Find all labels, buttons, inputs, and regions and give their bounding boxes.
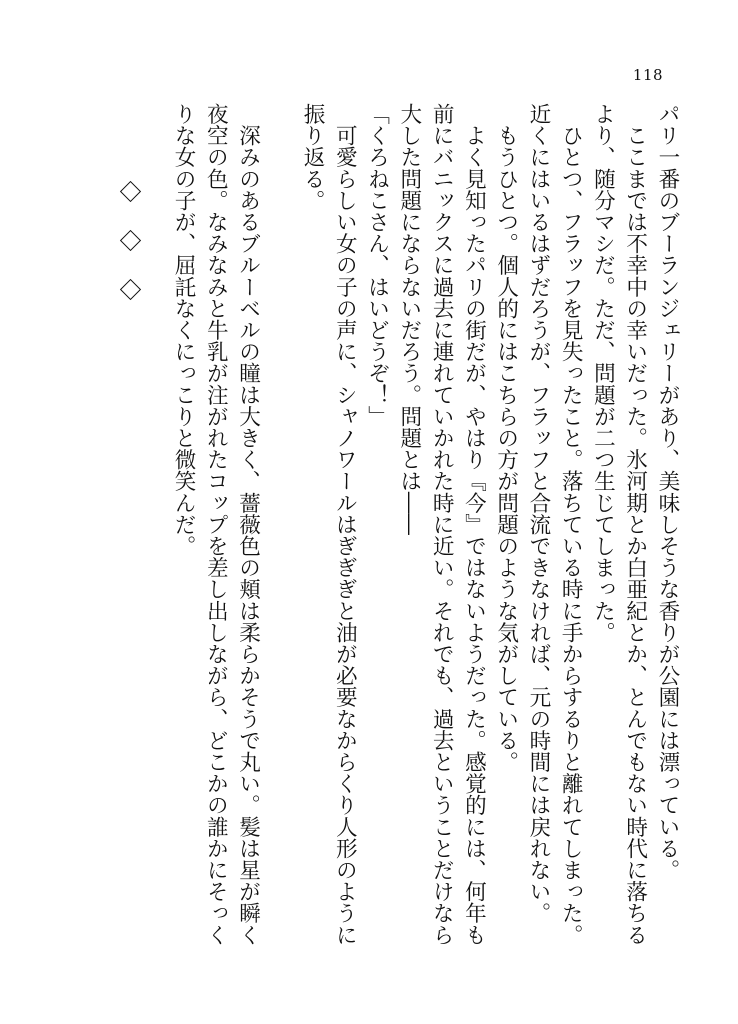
text-line: 近くにはいるはずだろうが、フラッフと合流できなければ、元の時間には戻れない。 [525, 103, 551, 924]
text-line: ひとつ、フラッフを見失ったこと。落ちている時に手からするりと離れてしまった。 [558, 103, 584, 946]
text-line: 夜空の色。なみなみと牛乳が注がれたコップを差し出しながら、どこかの誰かにそっく [203, 103, 229, 946]
text-line: より、随分マシだ。ただ、問題が二つ生じてしまった。 [590, 103, 616, 643]
text-line: 可愛らしい女の子の声に、シャノワールはぎぎぎと油が必要なからくり人形のように [332, 103, 358, 946]
text-line: よく見知ったパリの街だが、やはり『今』ではないようだった。感覚的には、何年も [461, 103, 487, 946]
diamond-icon [119, 181, 140, 202]
body-text [170, 103, 680, 963]
diamond-icon [119, 230, 140, 251]
text-line: ここまでは不幸中の幸いだった。氷河期とか白亜紀とか、とんでもない時代に落ちる [622, 103, 648, 946]
text-line: 前にバニックスに過去に連れていかれた時に近い。それでも、過去ということだけなら [429, 103, 455, 946]
page-number: 118 [632, 66, 664, 84]
text-line: もうひとつ。個人的にはこちらの方が問題のような気がしている。 [493, 103, 519, 773]
text-line: 「くろねこさん、はいどうぞ！」 [364, 103, 390, 427]
diamond-icon [119, 279, 140, 300]
text-line: 深みのあるブルーベルの瞳は大きく、薔薇色の頬は柔らかそうで丸い。髪は星が瞬く [235, 103, 261, 946]
section-break [118, 170, 142, 317]
text-line: 振り返る。 [300, 103, 326, 211]
text-line: 大した問題にならないだろう。問題とは―― [396, 103, 422, 535]
text-line: りな女の子が、屈託なくにっこりと微笑んだ。 [171, 103, 196, 557]
text-line: パリ一番のブーランジェリーがあり、美味しそうな香りが公園には漂っている。 [654, 103, 680, 881]
